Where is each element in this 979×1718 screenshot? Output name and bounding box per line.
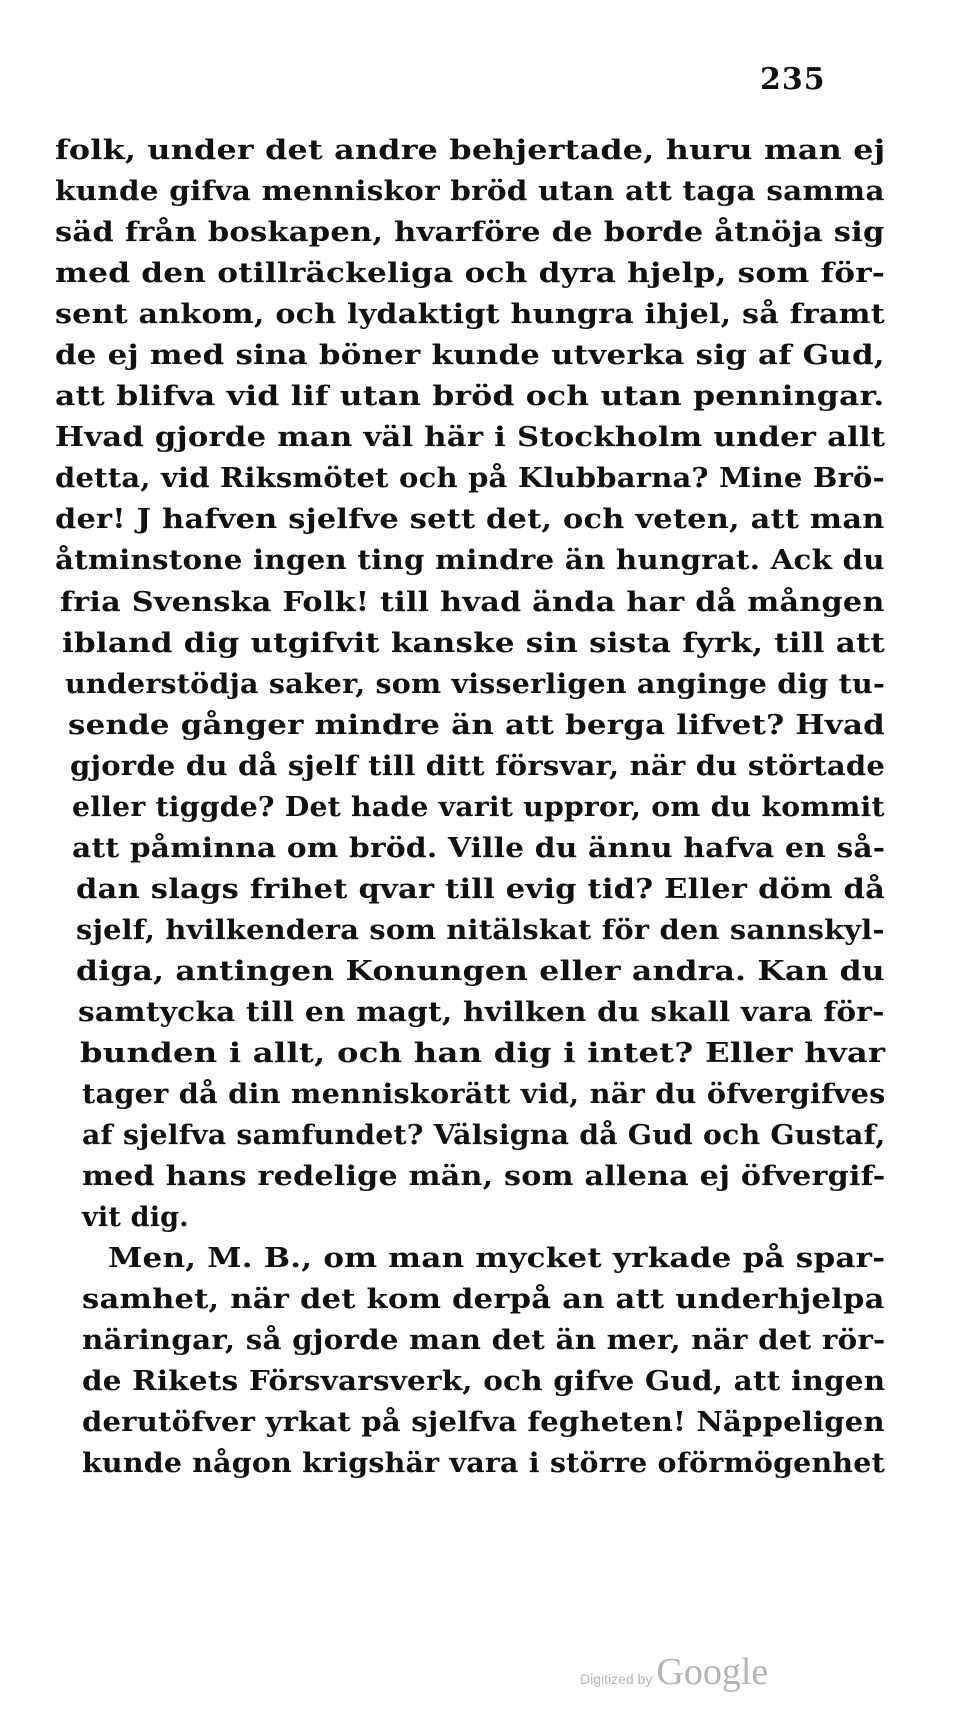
text-line: med den otillräckeliga och dyra hjelp, som för- bbox=[55, 258, 886, 289]
text-line: samhet, när det kom derpå an att underhjelpa bbox=[82, 1284, 885, 1315]
text-line: gjorde du då sjelf till ditt försvar, när du störtade bbox=[70, 751, 886, 782]
text-line: sjelf, hvilkendera som nitälskat för den sannskyl- bbox=[76, 915, 885, 946]
text-line: de ej med sina böner kunde utverka sig af Gud, bbox=[55, 340, 885, 371]
text-line: kunde någon krigshär vara i större oförmögenhet bbox=[82, 1448, 885, 1479]
text-line: att påminna om bröd. Ville du ännu hafva en så- bbox=[72, 833, 886, 864]
text-line: kunde gifva menniskor bröd utan att taga samma bbox=[55, 176, 885, 207]
text-line: ibland dig utgifvit kanske sin sista fyrk, till att bbox=[62, 628, 886, 659]
text-line: med hans redelige män, som allena ej öfvergif- bbox=[82, 1161, 886, 1192]
text-line: eller tiggde? Det hade varit uppror, om du kommit bbox=[72, 792, 885, 823]
watermark-prefix: Digitized by bbox=[580, 1671, 653, 1687]
text-line: dan slags frihet qvar till evig tid? Eller döm då bbox=[76, 874, 886, 905]
text-line: samtycka till en magt, hvilken du skall vara för- bbox=[78, 997, 885, 1028]
google-logo: Google bbox=[656, 1651, 769, 1693]
text-line: detta, vid Riksmötet och på Klubbarna? Mine Brö- bbox=[55, 463, 885, 494]
text-line: derutöfver yrkat på sjelfva fegheten! Näppeligen bbox=[82, 1407, 885, 1438]
text-line: åtminstone ingen ting mindre än hungrat. Ack du bbox=[55, 545, 885, 576]
digitized-by-google-watermark bbox=[580, 1650, 768, 1694]
text-line: vit dig. bbox=[82, 1202, 189, 1233]
text-line: Men, M. B., om man mycket yrkade på spar- bbox=[108, 1243, 886, 1274]
text-line: bunden i allt, och han dig i intet? Eller hvar bbox=[80, 1038, 886, 1069]
text-line: säd från boskapen, hvarföre de borde åtnöja sig bbox=[55, 217, 885, 248]
text-line: understödja saker, som visserligen anginge dig tu- bbox=[65, 669, 886, 700]
text-line: näringar, så gjorde man det än mer, när det rör- bbox=[82, 1325, 886, 1356]
text-line: fria Svenska Folk! till hvad ända har då mången bbox=[60, 587, 885, 618]
text-line: diga, antingen Konungen eller andra. Kan du bbox=[76, 956, 885, 987]
page-number: 235 bbox=[760, 62, 826, 97]
text-line: af sjelfva samfundet? Välsigna då Gud och Gustaf, bbox=[82, 1120, 886, 1151]
text-line: tager då din menniskorätt vid, när du öfvergifves bbox=[82, 1079, 886, 1110]
text-line: sende gånger mindre än att berga lifvet? Hvad bbox=[68, 710, 885, 741]
text-line: de Rikets Försvarsverk, och gifve Gud, att ingen bbox=[82, 1366, 886, 1397]
text-line: der! J hafven sjelfve sett det, och veten, att man bbox=[55, 504, 885, 535]
text-line: att blifva vid lif utan bröd och utan penningar. bbox=[55, 381, 885, 412]
text-line: sent ankom, och lydaktigt hungra ihjel, så framt bbox=[55, 299, 885, 330]
text-line: Hvad gjorde man väl här i Stockholm under allt bbox=[55, 422, 886, 453]
text-line: folk, under det andre behjertade, huru man ej bbox=[55, 135, 886, 166]
